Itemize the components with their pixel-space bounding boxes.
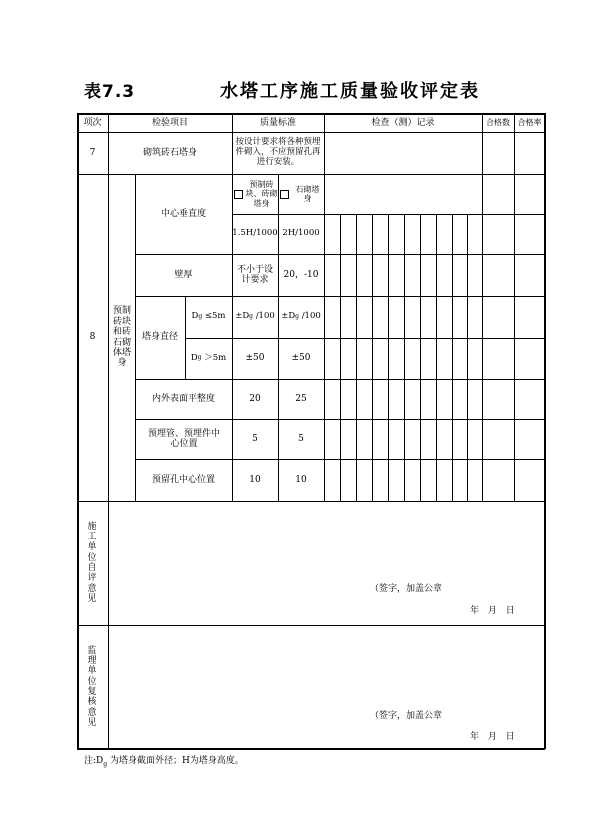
col-a-label: 预制砖块、砖砌塔身: [245, 180, 278, 208]
diameter-a2: ±50: [245, 353, 265, 364]
grid-line: [77, 625, 545, 626]
header-item-no: 项次: [83, 117, 102, 128]
flatness-label: 内外表面平整度: [151, 393, 215, 404]
flatness-a: 20: [249, 393, 261, 404]
grid-line: [452, 214, 453, 501]
hole-a: 10: [249, 474, 261, 485]
vertical-a: 1.5H/1000: [232, 228, 278, 239]
b1-sub: g: [295, 312, 299, 320]
embedded-a: 5: [252, 433, 258, 444]
grid-line: [420, 214, 421, 501]
vertical-b: 2H/1000: [282, 228, 320, 239]
embedded-b: 5: [298, 433, 304, 444]
grid-line: [436, 214, 437, 501]
col-a-header: [233, 175, 278, 213]
grid-line: [340, 214, 341, 501]
self-eval-sign: （签字，加盖公章: [370, 583, 443, 594]
b1-text: ±D: [281, 311, 296, 322]
row7-no: 7: [89, 147, 96, 158]
page-title: 水塔工序施工质量验收评定表: [220, 81, 480, 102]
supervisor-sign: （签字，加盖公章: [370, 710, 443, 721]
row8-group-label: 预制砖块和砖石砌体塔身: [112, 306, 131, 369]
diameter-cond1: [185, 296, 232, 338]
hole-label: 预留孔中心位置: [151, 474, 215, 485]
wall-a: 不小于设计要求: [236, 264, 273, 285]
supervisor-date: 年 月 日: [470, 731, 515, 742]
grid-line: [404, 214, 405, 501]
grid-line: [356, 214, 357, 501]
wall-label: 壁厚: [174, 269, 193, 280]
cond2-text: ＞5m: [204, 352, 227, 363]
self-eval-date: 年 月 日: [470, 605, 515, 616]
vertical-label: 中心垂直度: [160, 208, 206, 219]
grid-line: [77, 748, 545, 750]
cond1-text: ≤5m: [204, 311, 226, 322]
col-b-checkbox[interactable]: [280, 190, 289, 199]
footnote-prefix: 注:D: [84, 756, 104, 766]
col-b-header: [279, 175, 324, 213]
grid-line: [544, 113, 546, 749]
supervisor-label: 监理单位复核意见: [87, 645, 97, 729]
hole-b: 10: [295, 474, 307, 485]
table-code: 表7.3: [84, 82, 136, 102]
d-sub: g: [198, 312, 203, 320]
d-sub-2: g: [197, 354, 202, 362]
a1-tail: /100: [255, 311, 275, 322]
col-a-checkbox[interactable]: [234, 190, 243, 199]
self-eval-label: 施工单位自评意见: [87, 521, 97, 605]
b1-tail: /100: [301, 311, 321, 322]
header-record: 检查（测）记录: [371, 117, 435, 128]
col-b-label: 石砌塔身: [295, 184, 320, 203]
row7-standard: 按设计要求将各种预埋件砌入，不应预留孔再进行安装。: [235, 137, 321, 167]
a1-text: ±D: [235, 311, 250, 322]
header-pass-rate: 合格率: [517, 118, 542, 128]
grid-line: [324, 113, 325, 501]
header-quality-standard: 质量标准: [259, 117, 296, 128]
diameter-b1: [278, 296, 324, 338]
diameter-cond2: [185, 338, 232, 379]
grid-line: [514, 113, 515, 501]
footnote-sub: g: [103, 760, 108, 768]
grid-line: [467, 214, 468, 501]
grid-line: [482, 113, 483, 501]
header-pass-count: 合格数: [486, 118, 510, 128]
diameter-label: 塔身直径: [141, 332, 178, 343]
footnote: [84, 753, 244, 768]
diameter-a1: [232, 296, 278, 338]
embedded-label: 预埋管、预埋件中心位置: [147, 428, 220, 449]
d-symbol-2: D: [190, 352, 198, 363]
footnote-text: 为塔身截面外径；H为塔身高度。: [107, 756, 244, 766]
row8-no: 8: [89, 332, 96, 343]
d-symbol: D: [191, 311, 199, 322]
a1-sub: g: [249, 312, 253, 320]
header-inspect-item: 检验项目: [151, 117, 188, 128]
row7-item: 砌筑砖石塔身: [142, 147, 197, 158]
grid-line: [77, 501, 545, 502]
wall-b: 20，-10: [283, 269, 319, 280]
flatness-b: 25: [295, 393, 307, 404]
grid-line: [388, 214, 389, 501]
diameter-b2: ±50: [291, 353, 311, 364]
grid-line: [372, 214, 373, 501]
